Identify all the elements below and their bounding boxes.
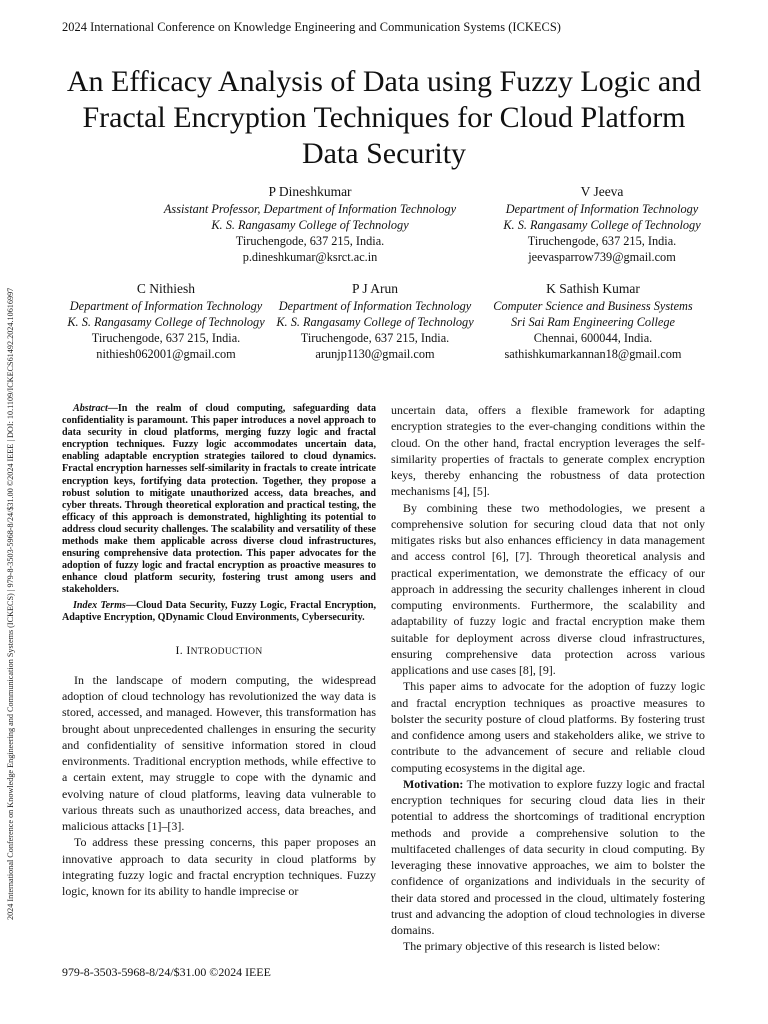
author-city: Tiruchengode, 637 215, India. — [235, 234, 385, 248]
author-email: p.dineshkumar@ksrct.ac.in — [242, 250, 378, 264]
motivation-text: The motivation to explore fuzzy logic and fractal encryption techniques for securing cloud data lies in their potential to address the shortcomings of traditional encryption methods and provide a comprehensive solution to the multifaceted challenges of data security in cloud computing. By leveraging these innovative approaches, we aim to bolster the confidence of organizations and individuals in the security of their data stored and processed in the cloud, ultimately fostering trust and advancing the adoption of cloud technologies in diverse domains. — [391, 776, 705, 937]
author-name: K Sathish Kumar — [546, 281, 640, 296]
author-city: Tiruchengode, 637 215, India. — [91, 331, 241, 345]
intro-paragraph-4: By combining these two methodologies, we present a comprehensive solution for securing cloud data that not only mitigates risks but also enhances efficiency in data management and access control [6], [7]. Through theoretical analysis and practical experimentation, we demonstrate the efficacy of our approach in addressing the security challenges inherent in cloud computing environments. Furthermore, the scalability and adaptability of fuzzy logic and fractal encryption make them suitable for deployment across diverse cloud infrastructures, ensuring comprehensive data protection across various applications and use cases [8], [9]. — [391, 500, 705, 677]
motivation-label: Motivation: — [403, 776, 464, 791]
author-email: sathishkumarkannan18@gmail.com — [504, 347, 682, 361]
index-terms-label: Index Terms — [73, 599, 126, 611]
objective-line: The primary objective of this research is listed below: — [403, 939, 661, 954]
author-name: V Jeeva — [580, 184, 624, 199]
doi-side-strip: 2024 International Conference on Knowledge Engineering and Communication Systems (ICKECS) | 979-8-3503-5968-8/24/$31.00 ©2024 IEEE | DOI: 10.1109/ICKECS61492.2024.10616997 — [6, 287, 15, 920]
author-name: C Nithiesh — [136, 281, 196, 296]
author-block-3 — [60, 280, 272, 362]
author-department: Department of Information Technology — [278, 299, 472, 313]
author-department: Department of Information Technology — [505, 202, 699, 216]
author-department: Department of Information Technology — [69, 299, 263, 313]
author-department: Assistant Professor, Department of Information Technology — [163, 202, 457, 216]
author-college: K. S. Rangasamy College of Technology — [211, 218, 409, 232]
author-email: arunjp1130@gmail.com — [315, 347, 435, 361]
motivation-paragraph — [391, 776, 705, 939]
abstract-text: —In the realm of cloud computing, safeguarding data confidentiality is paramount. This paper introduces a novel approach to data security in cloud platforms, merging fuzzy logic and fractal encryption techniques. Fuzzy logic accommodates uncertain data, enabling adaptable encryption strategies tailored to cloud dynamics. Fractal encryption harnesses self-similarity in fractals to create intricate encryption keys, fortifying data protection. Together, they propose a robust solution to mitigate unauthorized access, data breaches, and cyber threats. Through theoretical exploration and practical testing, the efficacy of this approach is demonstrated, highlighting its potential to address cloud security challenges. The scalability and versatility of these methods make them applicable across diverse cloud infrastructures, ensuring comprehensive data protection. This paper advocates for the adoption of fuzzy logic and fractal encryption as proactive measures to enhance cloud platform security, fostering trust among users and stakeholders. — [62, 403, 376, 596]
author-block-2 — [486, 183, 718, 265]
author-email: nithiesh062001@gmail.com — [96, 347, 236, 361]
intro-paragraph-5: This paper aims to advocate for the adoption of fuzzy logic and fractal encryption techniques as proactive measures to bolster the security posture of cloud platforms. By fostering trust and confidence among users and stakeholders alike, we strive to contribute to the advancement of secure and reliable cloud computing ecosystems in the digital age. — [391, 679, 705, 775]
author-college: K. S. Rangasamy College of Technology — [67, 315, 265, 329]
author-city: Tiruchengode, 637 215, India. — [527, 234, 677, 248]
paper-title: An Efficacy Analysis of Data using Fuzzy Logic and Fractal Encryption Techniques for Cloud Platform Data Security — [66, 65, 702, 170]
author-college: K. S. Rangasamy College of Technology — [276, 315, 474, 329]
copyright-footer: 979-8-3503-5968-8/24/$31.00 ©2024 IEEE — [62, 965, 271, 979]
author-name: P Dineshkumar — [268, 184, 352, 199]
left-column — [62, 403, 376, 899]
right-column — [391, 402, 705, 955]
author-block-4 — [272, 280, 478, 362]
author-city: Chennai, 600044, India. — [533, 331, 653, 345]
intro-paragraph-2: To address these pressing concerns, this paper proposes an innovative approach to data security in cloud platforms by integrating fuzzy logic and fractal encryption techniques. Fuzzy logic, known for its ability to handle imprecise or — [62, 835, 376, 899]
conference-header: 2024 International Conference on Knowledge Engineering and Communication Systems (ICKECS) — [62, 20, 561, 34]
abstract — [62, 403, 376, 597]
author-name: P J Arun — [351, 281, 398, 296]
author-city: Tiruchengode, 637 215, India. — [300, 331, 450, 345]
author-college: Sri Sai Ram Engineering College — [511, 315, 675, 329]
intro-paragraph-1: In the landscape of modern computing, the widespread adoption of cloud technology has revolutionized the way data is stored, accessed, and managed. However, this transformation has brought about unprecedented challenges in ensuring the security and confidentiality of sensitive information stored in cloud environments. Traditional encryption methods, while effective to a certain extent, may struggle to cope with the dynamic and evolving nature of cloud platforms, leaving data vulnerable to various threats such as unauthorized access, data breaches, and malicious attacks [1]–[3]. — [62, 672, 376, 834]
section-heading-introduction: I. INTRODUCTION — [175, 642, 263, 657]
abstract-label: Abstract — [73, 403, 108, 414]
author-email: jeevasparrow739@gmail.com — [528, 250, 676, 264]
author-college: K. S. Rangasamy College of Technology — [503, 218, 701, 232]
author-block-1 — [150, 183, 470, 265]
index-terms-text: —Cloud Data Security, Fuzzy Logic, Fractal Encryption, Adaptive Encryption, QDynamic Cloud Environments, Cybersecurity. — [62, 599, 376, 623]
intro-paragraph-3: uncertain data, offers a flexible framework for adapting encryption strategies to the ever-changing conditions within the cloud. On the other hand, fractal encryption leverages the self-similarity properties of fractals to generate complex encryption keys, thereby enhancing the robustness of data protection mechanisms [4], [5]. — [391, 403, 705, 499]
author-block-5 — [484, 280, 702, 362]
index-terms — [62, 600, 376, 624]
author-department: Computer Science and Business Systems — [493, 299, 693, 313]
